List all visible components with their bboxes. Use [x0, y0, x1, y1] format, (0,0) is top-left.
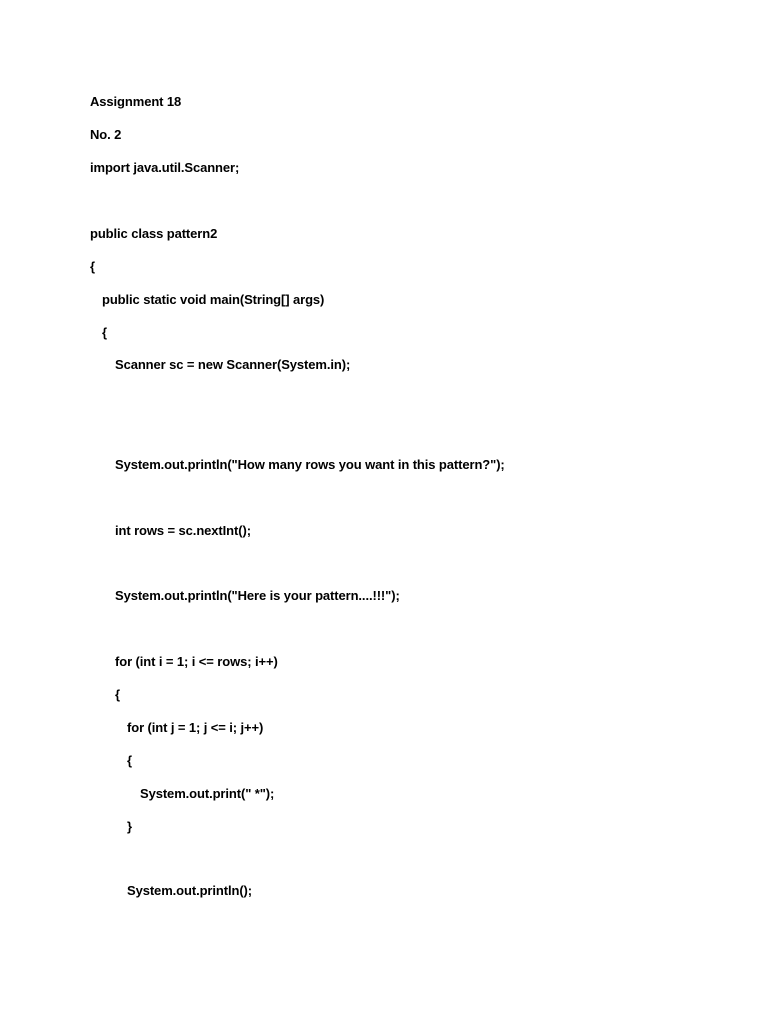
code-prompt-line: System.out.println("How many rows you want in this pattern?");	[115, 457, 505, 472]
code-main-declaration: public static void main(String[] args)	[102, 292, 325, 307]
code-for-j-open-brace: {	[127, 753, 132, 768]
code-import: import java.util.Scanner;	[90, 160, 240, 175]
assignment-heading: Assignment 18	[90, 94, 182, 109]
code-for-i-line: for (int i = 1; i <= rows; i++)	[115, 654, 278, 669]
code-class-declaration: public class pattern2	[90, 226, 218, 241]
question-number: No. 2	[90, 127, 122, 142]
code-for-j-line: for (int j = 1; j <= i; j++)	[127, 720, 264, 735]
code-print-star-line: System.out.print(" *");	[140, 786, 275, 801]
code-main-open-brace: {	[102, 325, 107, 340]
code-scanner-line: Scanner sc = new Scanner(System.in);	[115, 357, 351, 372]
code-println-line: System.out.println();	[127, 883, 253, 898]
code-for-j-close-brace: }	[127, 819, 132, 834]
code-for-i-open-brace: {	[115, 687, 120, 702]
code-here-line: System.out.println("Here is your pattern....!!!");	[115, 588, 400, 603]
code-class-open-brace: {	[90, 259, 95, 274]
code-rows-line: int rows = sc.nextInt();	[115, 523, 251, 538]
